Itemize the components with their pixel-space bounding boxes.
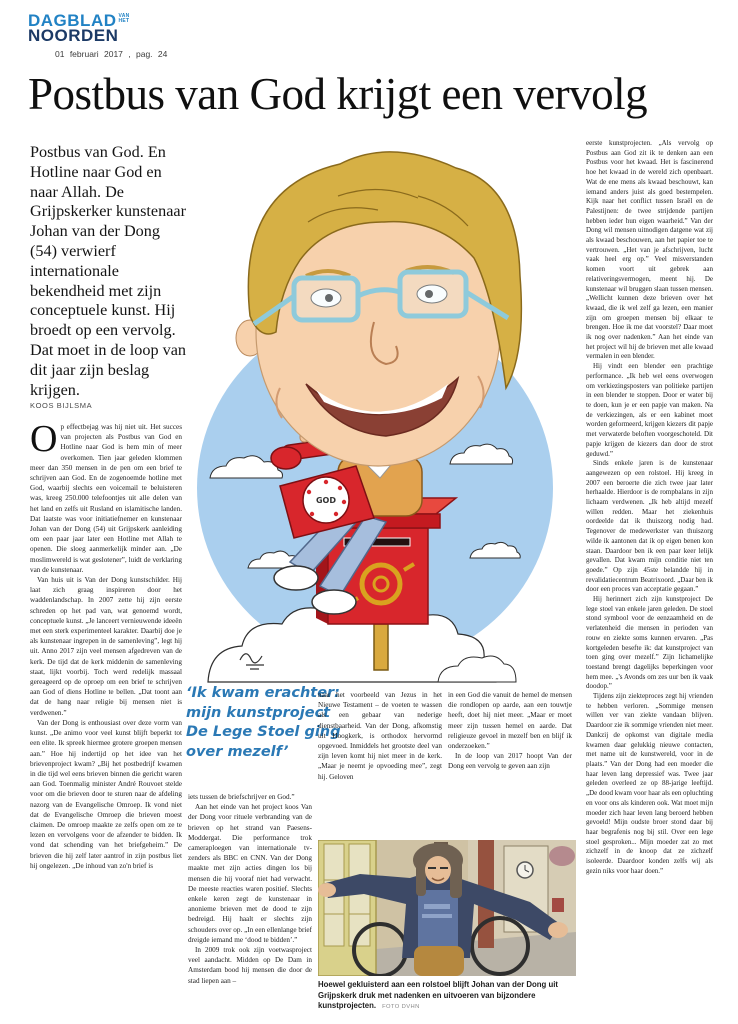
shirt-print (424, 904, 450, 909)
hand (548, 922, 568, 938)
article-headline: Postbus van God krijgt een vervolg (28, 69, 648, 119)
trousers (414, 946, 464, 976)
paragraph: iets tussen de briefschrijver en God.” (188, 793, 295, 801)
hand (318, 883, 336, 897)
flowers (549, 846, 575, 866)
paragraph: Sinds enkele jaren is de kunstenaar aangewezen op een rolstoel. Hij kreeg in 2007 een beroerte die zich twee jaar later herhaalde. Hierdoor is de rompbalans in zijn lichaam verdwenen. „Ik heb altijd mezelf willen redden. Maar het ziekenhuis oordeelde dat ik thuiszorg nodig had. Tegenover de medewerkster van thuiszorg wilde ik aantonen dat ik op eigen benen kon staan. Daardoor ben ik een paar keer lelijk gevallen. Dat kwam mijn conditie niet ten goede.” Op zijn 45ste belandde hij in revalidatiecentrum Beatrixoord. „Daar ben ik door een proces van acceptatie gegaan.” (586, 459, 713, 594)
postbox-pole (374, 624, 388, 670)
byline: KOOS BIJLSMA (30, 401, 93, 410)
paragraph: In de loop van 2017 hoopt Van der Dong een vervolg te geven aan zijn (448, 752, 572, 771)
masthead-tag-vanhet: VAN HET (118, 13, 130, 24)
paragraph: Van der Dong is enthousiast over deze vorm van kunst. „De animo voor veel kunst blijft beperkt tot een elite. Ik spreek hiermee grotere groepen mensen aan.” Hoe hij indertijd op het idee van het brievenproject kwam? „Bij het postbedrijf kwamen in die tijd wel eens brieven binnen die gericht waren aan God. Toenmalig minister André Rouvoet stelde voor om die brieven door te sturen naar de afdeling nazorg van de Evangelische Omroep. Ik vond niet dat de Evangelische Omroep die brieven moest claimen. De omroep maakte ze zelfs open om ze te lezen en vervolgens voor de afzender te bidden. Ik vond dat schending van het briefgeheim.” De brieven die hij zelf later aantrof in zijn postbus liet hij ongelezen. „De inhoud van zo'n brief is (30, 718, 182, 870)
paragraph: In 2009 trok ook zijn voetwasproject veel aandacht. Midden op De Dam in Amsterdam bood hij mensen die door de stad liepen aan – (188, 946, 312, 985)
body-column-3 (318, 690, 442, 796)
paragraph: Op effectbejag was hij niet uit. Het succes van projecten als Postbus van God en Hotline naar God is hem min of meer overkomen. Tien jaar geleden klommen meer dan 350 mensen in de pen om een brief te schrijven aan God. En de zogenoemde hotline met God, waarbij slechts een voicemail te beluisteren was, kreeg 250.000 telefoontjes uit alle delen van het land en zelfs uit Rusland en islamitische landen. Dat laatste was voor initiatiefnemer en kunstenaar Johan van der Dong (54) uit Grijpskerk aanleiding om een paar jaar later een Hotline met Allah te openen. Die sloeg aanmerkelijk minder aan. „De moslimwereld is wat geslotener”, luidt de verklaring van de kunstenaar. (30, 422, 182, 574)
photo-svg (318, 840, 576, 976)
paragraph: naar het voorbeeld van Jezus in het Nieuwe Testament – de voeten te wassen als een gebaar van nederige dienstbaarheid. Van der Dong, afkomstig uit Hoogkerk, is orthodox hervormd opgevoed. Inmiddels het grootste deel van zijn leven komt hij niet meer in de kerk. „Maar je neemt je opvoeding mee”, zegt hij. Geloven (318, 691, 442, 781)
photo-credit: FOTO DVHN (382, 1004, 420, 1010)
body-column-5 (586, 139, 713, 1019)
wheelchair-photo (318, 840, 576, 976)
pull-quote: ‘Ik kwam erachter: mijn kunstproject De Lege Stoel ging over mezelf’ (186, 685, 341, 760)
caricature-svg (188, 126, 580, 688)
paragraph: Van huis uit is Van der Dong kunstschilder. Hij laat zich graag inspireren door het waddenlandschap. In 2007 zette hij zijn eerste schreden op het pad van, wat genoemd wordt, conceptuele kunst. „Je lanceert vernieuwende ideeën met een sterk experimenteel karakter. Daarbij doe je als kunstenaar ingrepen in de samenleving”, legt hij uit. Anno 2017 zijn veel mensen afgedreven van de kerk. De tijd dat de kerk middenin de samenleving staat, lijkt voorbij. Toch werd redelijk massaal gereageerd op de oproep om een brief te schrijven aan God of diens Hotline te bellen. „Dat toont aan dat de hang naar religie bij mensen niet is verdwenen.” (30, 576, 182, 717)
dateline: 01 februari 2017 , pag. 24 (55, 49, 168, 59)
paragraph: Aan het einde van het project koos Van der Dong voor rituele verbranding van de brieven op het strand van Paesens-Moddergat. Die performance trok cameraploegen van internationale tv-zenders als BBC en CNN. Van der Dong maakte met zijn acties dingen los bij mensen die hij vooraf niet had verwacht. De meeste reacties waren positief. Slechts enkele keren zegt de kunstenaar in anonieme brieven met de dood te zijn bedreigd. Hij haalt er slechts zijn schouders over op. „In een ellenlange brief dreigde iemand me ‘dood te bidden’.” (188, 803, 312, 944)
sneaker (312, 590, 356, 614)
body-column-4 (448, 690, 572, 808)
picture-frame (552, 898, 564, 912)
masthead-word-dagblad: DAGBLAD (28, 11, 117, 30)
paragraph: eerste kunstprojecten. „Als vervolg op Postbus aan God zit ik te denken aan een Postbus voor het kwaad. Het is fascinerend hoe het kwaad in de wereld zich openbaart. Wat de ene mens als kwaad beschouwt, kan iemand anders juist als goed bestempelen. Kijk naar het conflict tussen Israël en de Palestijnen: de twee strijdende partijen hebben ieder hun eigen waarheid.” Van der Dong wil mensen uitnodigen datgene wat zij als kwaad beschouwen, aan het papier toe te vertrouwen. „Het van je afschrijven, lucht vaak heel erg op.” Veel misverstanden komen voort uit gebrek aan relativeringsvermogen, meent hij. De kunstenaar wil bruggen slaan tussen mensen. „Wellicht kunnen deze brieven over het kwaad, die ik wel zelf ga lezen, een manier zijn om groepen mensen bij elkaar te brengen. Hoe ik me dat voorstel? Daar moet ik nog over nadenken.” Aan het einde van het project wil hij de brieven met alle kwaad vermalen in een blender. (586, 139, 713, 361)
photo-caption: Hoewel gekluisterd aan een rolstoel blijft Johan van der Dong uit Grijpskerk druk met nadenken en uitvoeren van bijzondere kunstprojecten. FOTO DVHN (318, 980, 559, 1010)
t-shirt (418, 890, 458, 954)
phone-dial-label: GOD (315, 496, 337, 505)
paragraph: Tijdens zijn ziekteproces zegt hij vrienden te hebben verloren. „Sommige mensen willen ver van ziekte vandaan blijven. Daardoor zie ik sommige vrienden niet meer. Dankzij de opkomst van digitale media kwamen daar gelukkig nieuwe contacten, met name uit de kunstwereld, voor in de plaats.” Van der Dong had een moeder die haar leven lang depressief was. Twee jaar geleden overleed ze op 88-jarige leeftijd. „De dood kwam voor haar als een opluchting en voor ons als kinderen ook. Wat moet mijn moeder zich haar leven lang beroerd hebben gevoeld! Mijn oudste broer stond daar bij haar begrafenis nog bij stil. Over een lege stoel gesproken... Mijn moeder zat zo met zichzelf in de knoop dat ze zichzelf isoleerde. Daardoor konden zelfs wij als gezin niks voor haar doen.” (586, 692, 713, 875)
paragraph: Hij herinnert zich zijn kunstproject De lege stoel van enkele jaren geleden. De stoel stond symbool voor de eenzaamheid en de verlatenheid die mensen in perioden van rouw en ziekte soms kunnen ervaren. „Pas kortgeleden besefte ik: dat kunstproject van toen ging over mezelf.” Zijn lichamelijke toestand brengt dagelijks beperkingen voor hem mee. „'s Avonds om zes uur ben ik vaak doodop.” (586, 595, 713, 691)
phone-handset-end (271, 447, 301, 469)
caricature-illustration (188, 126, 580, 688)
body-column-2 (188, 792, 312, 1018)
sneaker (274, 566, 318, 590)
masthead-word-noorden: NOORDEN (28, 26, 119, 45)
paragraph: Hij vindt een blender een prachtige performance. „Ik heb wel eens overwogen om verkiezingsposters van politieke partijen in een blender te stoppen. Door er water bij te doen, kun je er een papje van maken. Na de verkiezingen, als er een kabinet moet worden geformeerd, krijgen kiezers dit papje met verwaterde beloften voorgeschoteld. Dit papje krijgen de kiezers dan door de strot geduwd.” (586, 362, 713, 458)
drop-cap: O (30, 422, 58, 460)
body-column-1 (30, 422, 182, 1016)
photo-cabinet (318, 840, 376, 976)
article-intro: Postbus van God. En Hotline naar God en naar Allah. De Grijpskerker kunstenaar Johan van der Dong (54) verwierf internationale bekendheid met zijn conceptuele kunst. Hij broedt op een vervolg. Dat moet in de loop van dit jaar zijn beslag krijgen. (30, 143, 186, 399)
shirt-print (422, 914, 452, 918)
paragraph: in een God die vanuit de hemel de mensen die rondlopen op aarde, aan een touwtje heeft, doet hij niet meer. „Maar er moet meer zijn tussen hemel en aarde. Dat religieuze gevoel in mezelf ben en blijf ik onderzoeken.” (448, 691, 572, 751)
masthead-logo (28, 13, 130, 43)
